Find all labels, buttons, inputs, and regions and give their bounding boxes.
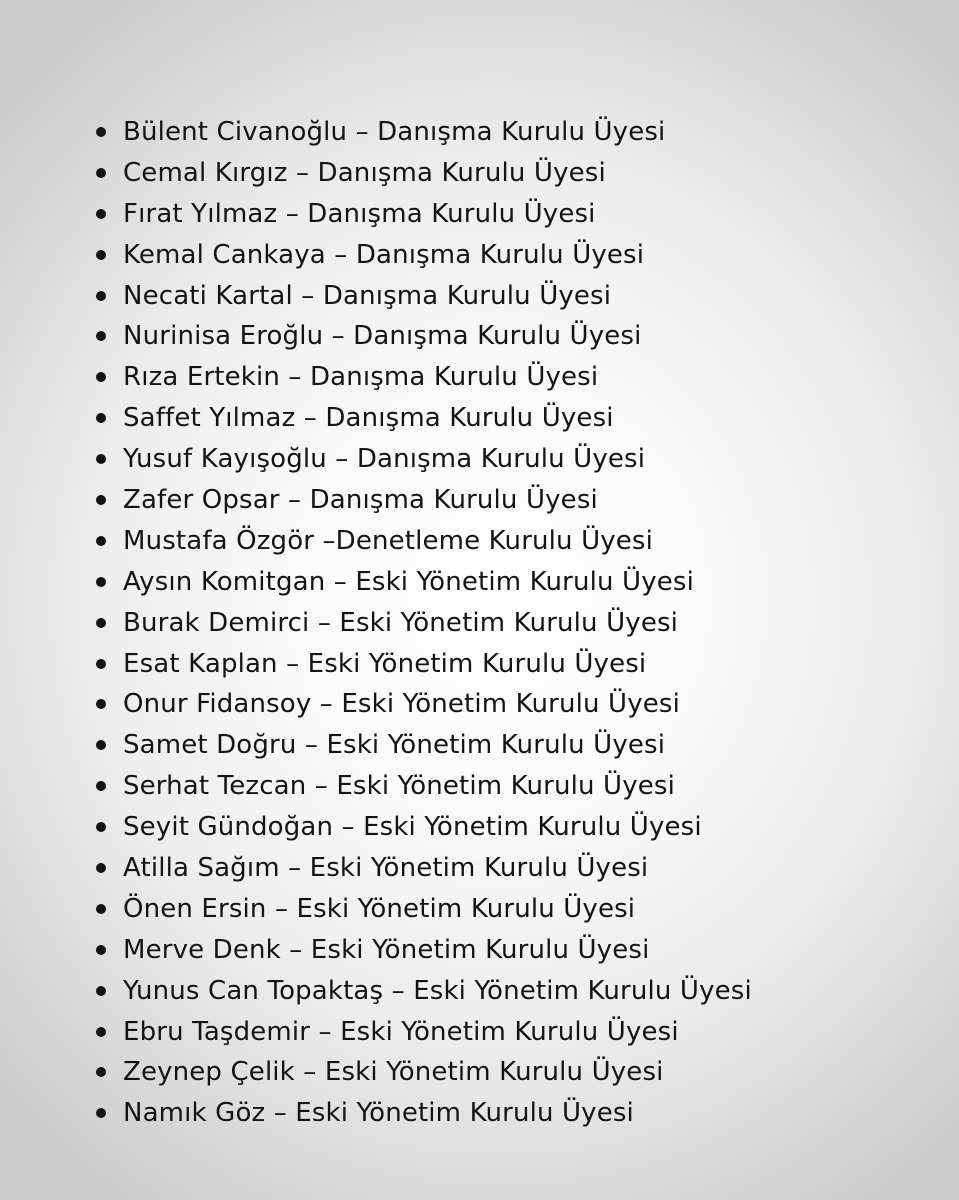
bullet-icon <box>96 454 106 464</box>
member-text: Nurinisa Eroğlu – Danışma Kurulu Üyesi <box>123 321 642 352</box>
bullet-icon <box>96 904 106 914</box>
bullet-icon <box>96 699 106 709</box>
list-item <box>0 930 752 971</box>
member-text: Mustafa Özgör –Denetleme Kurulu Üyesi <box>123 525 654 556</box>
list-item <box>0 112 752 153</box>
member-text: Zafer Opsar – Danışma Kurulu Üyesi <box>123 485 598 516</box>
list-item <box>0 439 752 480</box>
member-text: Esat Kaplan – Eski Yönetim Kurulu Üyesi <box>123 648 647 679</box>
bullet-icon <box>96 659 106 669</box>
bullet-icon <box>96 740 106 750</box>
bullet-icon <box>96 945 106 955</box>
list-item <box>0 603 752 644</box>
bullet-icon <box>96 577 106 587</box>
bullet-icon <box>96 536 106 546</box>
bullet-icon <box>96 1067 106 1077</box>
bullet-icon <box>96 1027 106 1037</box>
bullet-icon <box>96 822 106 832</box>
member-text: Aysın Komitgan – Eski Yönetim Kurulu Üyesi <box>123 566 694 597</box>
list-item <box>0 521 752 562</box>
bullet-icon <box>96 127 106 137</box>
list-item <box>0 644 752 685</box>
member-text: Önen Ersin – Eski Yönetim Kurulu Üyesi <box>123 893 636 924</box>
bullet-icon <box>96 413 106 423</box>
member-text: Bülent Civanoğlu – Danışma Kurulu Üyesi <box>123 117 666 147</box>
member-text: Kemal Cankaya – Danışma Kurulu Üyesi <box>123 239 645 270</box>
list-item <box>0 153 752 194</box>
list-item <box>0 725 752 766</box>
list-item <box>0 194 752 235</box>
bullet-icon <box>96 1108 106 1118</box>
member-text: Namık Göz – Eski Yönetim Kurulu Üyesi <box>123 1098 634 1129</box>
bullet-icon <box>96 168 106 178</box>
list-item <box>0 1052 752 1093</box>
list-item <box>0 684 752 725</box>
bullet-icon <box>96 618 106 628</box>
member-text: Seyit Gündoğan – Eski Yönetim Kurulu Üyesi <box>123 812 702 843</box>
bullet-icon <box>96 291 106 301</box>
list-item <box>0 766 752 807</box>
member-text: Saffet Yılmaz – Danışma Kurulu Üyesi <box>123 403 614 434</box>
member-text: Yusuf Kayışoğlu – Danışma Kurulu Üyesi <box>123 444 646 475</box>
list-item <box>0 1012 752 1053</box>
list-item <box>0 807 752 848</box>
list-item <box>0 398 752 439</box>
list-item <box>0 1093 752 1134</box>
member-text: Serhat Tezcan – Eski Yönetim Kurulu Üyesi <box>123 771 675 802</box>
member-text: Zeynep Çelik – Eski Yönetim Kurulu Üyesi <box>123 1057 664 1088</box>
list-item <box>0 848 752 889</box>
bullet-icon <box>96 495 106 505</box>
member-text: Merve Denk – Eski Yönetim Kurulu Üyesi <box>123 934 650 965</box>
bullet-icon <box>96 372 106 382</box>
member-text: Samet Doğru – Eski Yönetim Kurulu Üyesi <box>123 730 666 761</box>
list-item <box>0 889 752 930</box>
member-list <box>0 112 752 1134</box>
bullet-icon <box>96 250 106 260</box>
bullet-icon <box>96 331 106 341</box>
list-item <box>0 235 752 276</box>
bullet-icon <box>96 863 106 873</box>
list-item <box>0 971 752 1012</box>
list-item <box>0 316 752 357</box>
member-text: Onur Fidansoy – Eski Yönetim Kurulu Üyesi <box>123 689 680 720</box>
member-text: Atilla Sağım – Eski Yönetim Kurulu Üyesi <box>123 853 649 884</box>
list-item <box>0 276 752 317</box>
member-text: Fırat Yılmaz – Danışma Kurulu Üyesi <box>123 198 596 229</box>
member-text: Cemal Kırgız – Danışma Kurulu Üyesi <box>123 157 606 188</box>
member-text: Yunus Can Topaktaş – Eski Yönetim Kurulu Üyesi <box>123 975 752 1006</box>
bullet-icon <box>96 986 106 996</box>
member-text: Burak Demirci – Eski Yönetim Kurulu Üyesi <box>123 607 679 638</box>
list-item <box>0 480 752 521</box>
member-text: Ebru Taşdemir – Eski Yönetim Kurulu Üyesi <box>123 1016 679 1047</box>
member-text: Necati Kartal – Danışma Kurulu Üyesi <box>123 280 612 311</box>
member-text: Rıza Ertekin – Danışma Kurulu Üyesi <box>123 362 599 393</box>
list-item <box>0 357 752 398</box>
list-item <box>0 562 752 603</box>
bullet-icon <box>96 781 106 791</box>
bullet-icon <box>96 209 106 219</box>
